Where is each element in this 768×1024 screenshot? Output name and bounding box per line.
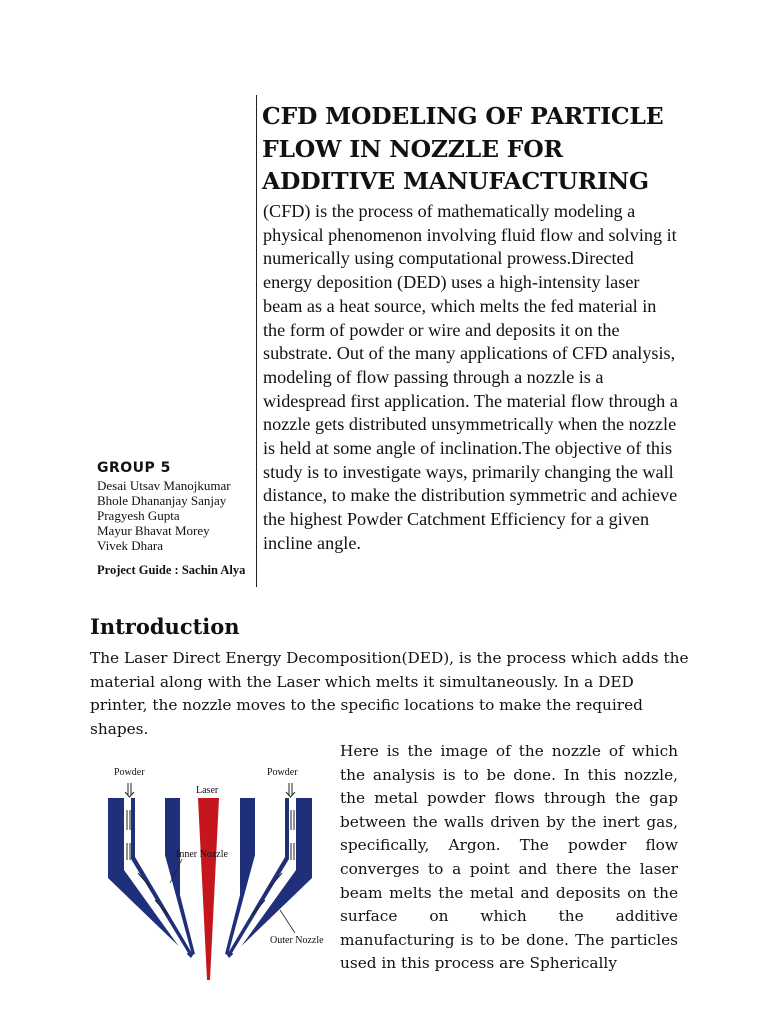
laser-beam (198, 798, 219, 980)
group-title: GROUP 5 (97, 460, 171, 476)
group-info (97, 460, 257, 578)
inner-nozzle-label: Inner Nozzle (176, 849, 228, 860)
laser-label: Laser (196, 785, 219, 796)
powder-right-label: Powder (267, 767, 298, 778)
group-member: Vivek Dhara (97, 538, 163, 553)
group-member: Bhole Dhananjay Sanjay (97, 493, 227, 508)
project-guide: Project Guide : Sachin Alya (97, 563, 246, 577)
nozzle-diagram (90, 755, 330, 985)
powder-left-label: Powder (114, 767, 145, 778)
figure-description: Here is the image of the nozzle of which the analysis is to be done. In this nozzle, the metal powder flows through the gap between the walls driven by the inert gas, specifically, Argon. The powder flow converges to a point and there the laser beam melts the metal and deposits on the surface on which the additive manufacturing is to be done. The particles used in this process are Spherically (340, 742, 678, 973)
group-member: Pragyesh Gupta (97, 508, 180, 523)
poster-title: CFD MODELING OF PARTICLE FLOW IN NOZZLE FOR ADDITIVE MANUFACTURING (262, 102, 664, 195)
introduction-text: The Laser Direct Energy Decomposition(DED), is the process which adds the material along with the Laser which melts it simultaneously. In a DED printer, the nozzle moves to the specific locations to make the required shapes. (90, 649, 689, 738)
abstract-text: (CFD) is the process of mathematically modeling a physical phenomenon involving fluid flow and solving it numerically using computational prowess.Directed energy deposition (DED) uses a high-intensity laser beam as a heat source, which melts the fed material in the form of powder or wire and deposits it on the substrate. Out of the many applications of CFD analysis, modeling of flow passing through a nozzle is a widespread first application. The material flow through a nozzle gets distributed unsymmetrically when the nozzle is held at some angle of inclination.The objective of this study is to investigate ways, primarily changing the wall distance, to make the distribution symmetric and achieve the highest Powder Catchment Efficiency for a given incline angle. (263, 201, 678, 553)
left-nozzle-wall (108, 798, 193, 958)
right-nozzle-wall (227, 798, 312, 958)
nozzle-figure (90, 755, 330, 985)
group-member: Desai Utsav Manojkumar (97, 478, 231, 493)
outer-nozzle-leader (280, 910, 295, 933)
outer-nozzle-label: Outer Nozzle (270, 935, 324, 946)
introduction-heading: Introduction (90, 614, 240, 639)
group-member: Mayur Bhavat Morey (97, 523, 210, 538)
